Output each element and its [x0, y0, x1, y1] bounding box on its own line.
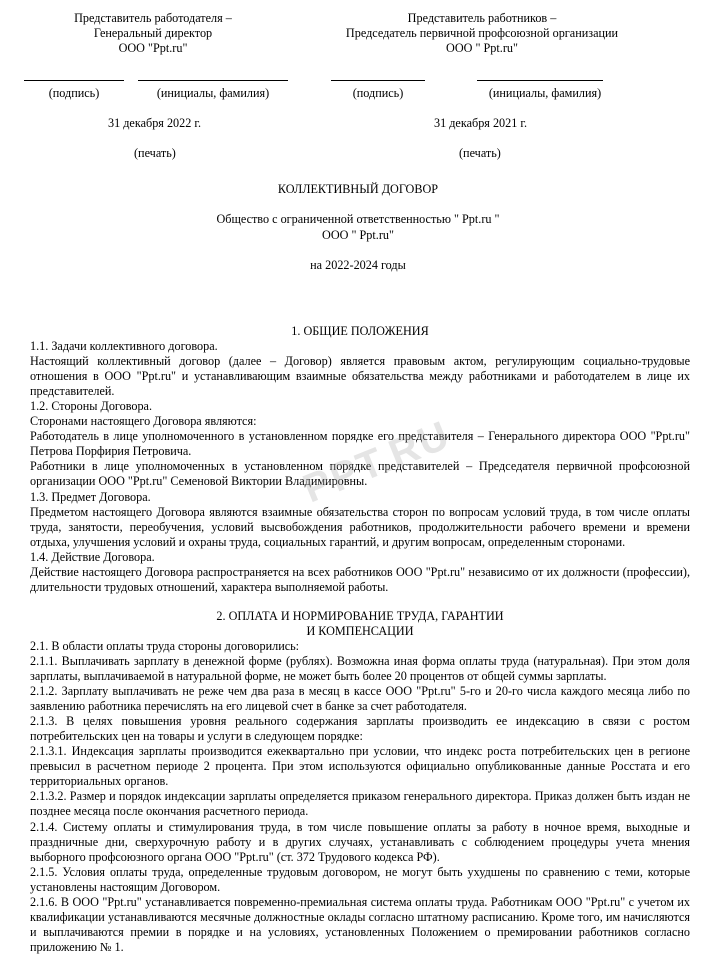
- paragraph: Настоящий коллективный договор (далее – Договор) является правовым актом, регулирующим социально-трудовые отношения в ООО "Ppt.ru" и устанавливающим взаимные обязательства между работниками и работодателем в лице их представителей.: [30, 354, 690, 399]
- section-2-heading-line1: 2. ОПЛАТА И НОРМИРОВАНИЕ ТРУДА, ГАРАНТИИ: [216, 608, 504, 623]
- employer-name-line: [138, 80, 288, 81]
- paragraph: 2.1.4. Систему оплаты и стимулирования труда, в том числе повышение оплаты за работу в ночное время, выходные и праздничные дни, сверхурочную работу и в других случаях, устанавливать с соблюдением процедуры учета мнения выборного профсоюзного органа ООО "Ppt.ru" (ст. 372 Трудового кодекса РФ).: [30, 819, 690, 864]
- employees-name-caption: (инициалы, фамилия): [488, 86, 602, 100]
- employees-signature-caption: (подпись): [352, 86, 404, 100]
- section-1-heading: 1. ОБЩИЕ ПОЛОЖЕНИЯ: [291, 324, 429, 338]
- employees-signature-block: [320, 11, 644, 55]
- watermark: PPT.RU: [297, 412, 457, 512]
- paragraph: 2.1.6. В ООО "Ppt.ru" устанавливается повременно-премиальная система оплаты труда. Работникам ООО "Ppt.ru" с учетом их квалификации устанавливаются месячные должностные оклады согласно штатному расписанию. Кроме того, им начисляются и выплачиваются премии в порядке и на условиях, установленных Положением о премировании работников согласно приложению № 1.: [30, 894, 690, 954]
- employees-signature-line: [331, 80, 425, 81]
- employees-company: ООО " Ppt.ru": [446, 40, 518, 55]
- paragraph: Действие настоящего Договора распространяется на всех работников ООО "Ppt.ru" независимо от их должности (профессии), длительности трудовых отношений, характера выполняемой работы.: [30, 564, 690, 594]
- employees-title-line2: Председатель первичной профсоюзной организации: [345, 25, 619, 40]
- employees-stamp: (печать): [459, 146, 501, 160]
- paragraph: 1.4. Действие Договора.: [30, 549, 155, 564]
- paragraph: 2.1.1. Выплачивать зарплату в денежной форме (рублях). Возможна иная форма оплаты труда (натуральная). При этом доля зарплаты, выплачиваемой в натуральной форме, не может быть более 20 процентов от общей суммы зарплаты.: [30, 653, 690, 684]
- section-2-heading-line2: И КОМПЕНСАЦИИ: [306, 623, 414, 638]
- document-title: КОЛЛЕКТИВНЫЙ ДОГОВОР: [277, 182, 439, 196]
- paragraph: Предметом настоящего Договора являются взаимные обязательства сторон по вопросам условий труда, в том числе оплаты труда, занятости, переобучения, условий высвобождения работников, продолжительности рабочего времени и времени отдыха, улучшения условий и охраны труда, социальных гарантий, и другим вопросам, определенным сторонами.: [30, 504, 690, 549]
- paragraph: 2.1.3. В целях повышения уровня реального содержания зарплаты производить ее индексацию в связи с ростом потребительских цен на товары и услуги в следующем порядке:: [30, 714, 690, 744]
- employer-name-caption: (инициалы, фамилия): [156, 86, 270, 100]
- section-2-heading: [30, 609, 690, 639]
- employer-signature-line: [24, 80, 124, 81]
- employees-title-line1: Представитель работников –: [407, 11, 557, 25]
- employer-signature-caption: (подпись): [48, 86, 100, 100]
- employer-title-line1: Представитель работодателя –: [74, 11, 232, 25]
- employer-stamp: (печать): [134, 146, 176, 160]
- employees-name-line: [477, 80, 603, 81]
- paragraph: 2.1.5. Условия оплаты труда, определенные трудовым договором, не могут быть ухудшены по сравнению с теми, которые установлены настоящим Договором.: [30, 864, 690, 894]
- paragraph: 1.3. Предмет Договора.: [30, 489, 151, 504]
- company-full-name: Общество с ограниченной ответственностью " Ppt.ru ": [216, 212, 500, 226]
- paragraph: 2.1.3.1. Индексация зарплаты производится ежеквартально при условии, что индекс роста потребительских цен в регионе превысил в расчетном периоде 2 процента. При этом используются официально опубликованные данные Росстата и его территориальных органов.: [30, 744, 690, 789]
- paragraph: Работники в лице уполномоченных в установленном порядке представителей – Председателя первичной профсоюзной организации ООО "Ppt.ru" Семеновой Виктории Владимировны.: [30, 459, 690, 489]
- paragraph: 1.1. Задачи коллективного договора.: [30, 339, 218, 354]
- paragraph: 2.1.3.2. Размер и порядок индексации зарплаты определяется приказом генерального директора. Приказ должен быть издан не позднее месяца после окончания расчетного периода.: [30, 789, 690, 819]
- employer-date: 31 декабря 2022 г.: [108, 116, 202, 130]
- paragraph: 2.1.2. Зарплату выплачивать не реже чем два раза в месяц в кассе ООО "Ppt.ru" 5-го и 20-го числа каждого месяца либо по заявлению работника перечислять на его лицевой счет в банке за счет работодателя.: [30, 684, 690, 714]
- employees-date: 31 декабря 2021 г.: [434, 116, 528, 130]
- company-short-name: ООО " Ppt.ru": [322, 228, 394, 242]
- document-body: [30, 324, 690, 955]
- document-period: на 2022-2024 годы: [310, 258, 406, 272]
- paragraph: 1.2. Стороны Договора.: [30, 399, 153, 414]
- employer-company: ООО "Ppt.ru": [118, 40, 188, 55]
- paragraph: 2.1. В области оплаты труда стороны договорились:: [30, 638, 300, 653]
- employer-title-line2: Генеральный директор: [93, 25, 213, 40]
- paragraph: Работодатель в лице уполномоченного в установленном порядке его представителя – Генерального директора ООО "Ppt.ru" Петрова Порфирия Петровича.: [30, 429, 690, 459]
- paragraph: Сторонами настоящего Договора являются:: [30, 414, 257, 429]
- employer-signature-block: [38, 11, 268, 55]
